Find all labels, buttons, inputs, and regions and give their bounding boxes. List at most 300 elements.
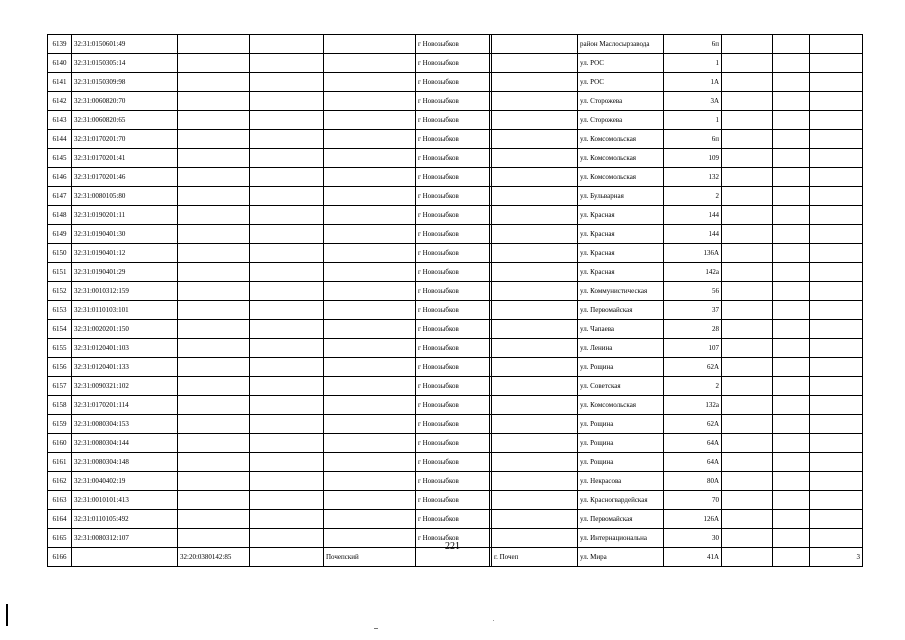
empty-cell	[250, 92, 324, 111]
city-cell: г Новозыбков	[416, 35, 490, 54]
city-cell: г Новозыбков	[416, 415, 490, 434]
cadastral-number-cell: 32:31:0080105:80	[72, 187, 178, 206]
cadastral-number-cell: 32:31:0060820:70	[72, 92, 178, 111]
city-cell: г Новозыбков	[416, 358, 490, 377]
count-cell	[810, 472, 863, 491]
street-cell: ул. РОС	[578, 73, 664, 92]
district-cell	[324, 73, 416, 92]
count-cell	[810, 263, 863, 282]
street-cell: ул. РОС	[578, 54, 664, 73]
count-cell	[810, 206, 863, 225]
empty-cell	[250, 491, 324, 510]
row-number-cell: 6156	[48, 358, 72, 377]
district-cell	[324, 111, 416, 130]
district-cell	[324, 35, 416, 54]
table-row	[48, 510, 863, 529]
row-number-cell: 6143	[48, 111, 72, 130]
cadastral-number-alt-cell	[178, 434, 250, 453]
empty-cell	[773, 434, 810, 453]
row-number-cell: 6147	[48, 187, 72, 206]
cadastral-number-cell: 32:31:0150309:98	[72, 73, 178, 92]
city-cell: г Новозыбков	[416, 149, 490, 168]
cadastral-number-cell: 32:31:0120401:133	[72, 358, 178, 377]
city-cell: г Новозыбков	[416, 206, 490, 225]
cadastral-number-alt-cell	[178, 396, 250, 415]
cadastral-number-cell: 32:31:0080304:153	[72, 415, 178, 434]
count-cell	[810, 434, 863, 453]
scan-speck	[374, 628, 378, 629]
row-number-cell: 6139	[48, 35, 72, 54]
district-cell	[324, 54, 416, 73]
cadastral-number-cell: 32:31:0170201:114	[72, 396, 178, 415]
row-number-cell: 6146	[48, 168, 72, 187]
cadastral-number-cell: 32:31:0060820:65	[72, 111, 178, 130]
street-cell: ул. Некрасова	[578, 472, 664, 491]
district-cell	[324, 339, 416, 358]
table-row	[48, 301, 863, 320]
empty-cell	[722, 149, 773, 168]
locality-cell	[492, 434, 578, 453]
locality-cell	[492, 301, 578, 320]
empty-cell	[250, 149, 324, 168]
locality-cell	[492, 92, 578, 111]
empty-cell	[773, 168, 810, 187]
count-cell	[810, 244, 863, 263]
empty-cell	[250, 415, 324, 434]
locality-cell	[492, 339, 578, 358]
cadastral-number-cell: 32:31:0190201:11	[72, 206, 178, 225]
table-row	[48, 73, 863, 92]
district-cell	[324, 510, 416, 529]
city-cell: г Новозыбков	[416, 263, 490, 282]
row-number-cell: 6164	[48, 510, 72, 529]
count-cell: 3	[810, 548, 863, 567]
empty-cell	[773, 35, 810, 54]
city-cell: г Новозыбков	[416, 73, 490, 92]
row-number-cell: 6151	[48, 263, 72, 282]
cadastral-number-cell: 32:31:0080304:144	[72, 434, 178, 453]
count-cell	[810, 358, 863, 377]
row-number-cell: 6163	[48, 491, 72, 510]
table-row	[48, 491, 863, 510]
locality-cell	[492, 73, 578, 92]
house-number-cell: 126А	[664, 510, 722, 529]
table-row	[48, 396, 863, 415]
empty-cell	[722, 339, 773, 358]
cadastral-number-alt-cell	[178, 510, 250, 529]
street-cell: ул. Коммунистическая	[578, 282, 664, 301]
locality-cell	[492, 168, 578, 187]
cadastral-number-alt-cell	[178, 453, 250, 472]
cadastral-number-alt-cell	[178, 491, 250, 510]
house-number-cell: 132	[664, 168, 722, 187]
address-table	[47, 34, 863, 567]
count-cell	[810, 54, 863, 73]
table-row	[48, 358, 863, 377]
row-number-cell: 6160	[48, 434, 72, 453]
empty-cell	[250, 225, 324, 244]
district-cell	[324, 282, 416, 301]
house-number-cell: 62А	[664, 358, 722, 377]
street-cell: ул. Красногвардейская	[578, 491, 664, 510]
street-cell: ул. Первомайская	[578, 301, 664, 320]
empty-cell	[773, 225, 810, 244]
house-number-cell: 6п	[664, 130, 722, 149]
table-row	[48, 377, 863, 396]
empty-cell	[250, 206, 324, 225]
empty-cell	[773, 54, 810, 73]
street-cell: ул. Интернациональна	[578, 529, 664, 548]
locality-cell	[492, 472, 578, 491]
cadastral-number-cell: 32:31:0170201:46	[72, 168, 178, 187]
empty-cell	[250, 453, 324, 472]
city-cell: г Новозыбков	[416, 168, 490, 187]
cadastral-number-alt-cell	[178, 187, 250, 206]
locality-cell	[492, 35, 578, 54]
house-number-cell: 3А	[664, 92, 722, 111]
row-number-cell: 6155	[48, 339, 72, 358]
row-number-cell: 6149	[48, 225, 72, 244]
empty-cell	[250, 396, 324, 415]
row-number-cell: 6145	[48, 149, 72, 168]
row-number-cell: 6157	[48, 377, 72, 396]
scan-edge-mark	[6, 604, 8, 626]
street-cell: ул. Комсомольская	[578, 396, 664, 415]
street-cell: ул. Красная	[578, 244, 664, 263]
locality-cell	[492, 187, 578, 206]
city-cell: г Новозыбков	[416, 529, 490, 548]
street-cell: ул. Красная	[578, 225, 664, 244]
empty-cell	[722, 187, 773, 206]
district-cell	[324, 301, 416, 320]
table-row	[48, 187, 863, 206]
table-row	[48, 35, 863, 54]
empty-cell	[722, 130, 773, 149]
count-cell	[810, 339, 863, 358]
row-number-cell: 6144	[48, 130, 72, 149]
count-cell	[810, 491, 863, 510]
cadastral-number-cell: 32:31:0010312:159	[72, 282, 178, 301]
empty-cell	[250, 282, 324, 301]
cadastral-number-alt-cell	[178, 415, 250, 434]
house-number-cell: 136А	[664, 244, 722, 263]
locality-cell	[492, 415, 578, 434]
empty-cell	[250, 130, 324, 149]
row-number-cell: 6142	[48, 92, 72, 111]
empty-cell	[250, 111, 324, 130]
row-number-cell: 6140	[48, 54, 72, 73]
table-row	[48, 244, 863, 263]
count-cell	[810, 187, 863, 206]
cadastral-number-cell: 32:31:0170201:70	[72, 130, 178, 149]
empty-cell	[250, 187, 324, 206]
empty-cell	[250, 54, 324, 73]
cadastral-number-cell: 32:31:0110103:101	[72, 301, 178, 320]
empty-cell	[722, 415, 773, 434]
cadastral-number-alt-cell	[178, 320, 250, 339]
cadastral-number-alt-cell	[178, 73, 250, 92]
cadastral-number-cell: 32:31:0080312:107	[72, 529, 178, 548]
city-cell: г Новозыбков	[416, 491, 490, 510]
empty-cell	[250, 358, 324, 377]
empty-cell	[722, 472, 773, 491]
locality-cell	[492, 149, 578, 168]
locality-cell: г. Почеп	[492, 548, 578, 567]
house-number-cell: 1	[664, 111, 722, 130]
district-cell	[324, 377, 416, 396]
empty-cell	[722, 263, 773, 282]
empty-cell	[722, 244, 773, 263]
empty-cell	[250, 434, 324, 453]
cadastral-number-alt-cell	[178, 206, 250, 225]
city-cell: г Новозыбков	[416, 130, 490, 149]
house-number-cell: 62А	[664, 415, 722, 434]
cadastral-number-cell: 32:31:0120401:103	[72, 339, 178, 358]
cadastral-number-alt-cell	[178, 263, 250, 282]
table-row	[48, 434, 863, 453]
district-cell: Почепский	[324, 548, 416, 567]
table-row	[48, 149, 863, 168]
house-number-cell: 2	[664, 377, 722, 396]
cadastral-number-alt-cell	[178, 377, 250, 396]
row-number-cell: 6166	[48, 548, 72, 567]
city-cell: г Новозыбков	[416, 301, 490, 320]
empty-cell	[722, 358, 773, 377]
cadastral-number-cell: 32:31:0190401:30	[72, 225, 178, 244]
row-number-cell: 6161	[48, 453, 72, 472]
empty-cell	[722, 377, 773, 396]
empty-cell	[773, 339, 810, 358]
locality-cell	[492, 206, 578, 225]
house-number-cell: 64А	[664, 434, 722, 453]
empty-cell	[773, 510, 810, 529]
empty-cell	[773, 396, 810, 415]
street-cell: ул. Комсомольская	[578, 168, 664, 187]
cadastral-number-alt-cell	[178, 358, 250, 377]
empty-cell	[722, 491, 773, 510]
locality-cell	[492, 320, 578, 339]
row-number-cell: 6154	[48, 320, 72, 339]
locality-cell	[492, 510, 578, 529]
table-row	[48, 453, 863, 472]
row-number-cell: 6150	[48, 244, 72, 263]
count-cell	[810, 320, 863, 339]
empty-cell	[773, 73, 810, 92]
count-cell	[810, 225, 863, 244]
locality-cell	[492, 111, 578, 130]
cadastral-number-cell: 32:31:0040402:19	[72, 472, 178, 491]
empty-cell	[722, 396, 773, 415]
house-number-cell: 144	[664, 225, 722, 244]
table-row	[48, 339, 863, 358]
table-row	[48, 206, 863, 225]
locality-cell	[492, 453, 578, 472]
house-number-cell: 37	[664, 301, 722, 320]
table-row	[48, 415, 863, 434]
city-cell: г Новозыбков	[416, 453, 490, 472]
street-cell: ул. Ленина	[578, 339, 664, 358]
city-cell: г Новозыбков	[416, 320, 490, 339]
locality-cell	[492, 282, 578, 301]
empty-cell	[250, 168, 324, 187]
district-cell	[324, 434, 416, 453]
street-cell: район Маслосырзавода	[578, 35, 664, 54]
house-number-cell: 144	[664, 206, 722, 225]
cadastral-number-alt-cell	[178, 301, 250, 320]
empty-cell	[250, 377, 324, 396]
city-cell: г Новозыбков	[416, 434, 490, 453]
locality-cell	[492, 377, 578, 396]
district-cell	[324, 187, 416, 206]
cadastral-number-alt-cell	[178, 92, 250, 111]
row-number-cell: 6158	[48, 396, 72, 415]
empty-cell	[250, 510, 324, 529]
cadastral-number-cell: 32:31:0010101:413	[72, 491, 178, 510]
district-cell	[324, 453, 416, 472]
empty-cell	[722, 301, 773, 320]
row-number-cell: 6148	[48, 206, 72, 225]
count-cell	[810, 149, 863, 168]
district-cell	[324, 415, 416, 434]
cadastral-number-alt-cell: 32:20:0380142:85	[178, 548, 250, 567]
empty-cell	[773, 377, 810, 396]
street-cell: ул. Чапаева	[578, 320, 664, 339]
street-cell: ул. Сторожева	[578, 92, 664, 111]
cadastral-number-alt-cell	[178, 149, 250, 168]
house-number-cell: 70	[664, 491, 722, 510]
count-cell	[810, 301, 863, 320]
empty-cell	[722, 320, 773, 339]
city-cell: г Новозыбков	[416, 510, 490, 529]
empty-cell	[773, 130, 810, 149]
count-cell	[810, 92, 863, 111]
empty-cell	[722, 35, 773, 54]
count-cell	[810, 35, 863, 54]
empty-cell	[250, 73, 324, 92]
count-cell	[810, 377, 863, 396]
locality-cell	[492, 130, 578, 149]
house-number-cell: 109	[664, 149, 722, 168]
cadastral-number-alt-cell	[178, 244, 250, 263]
district-cell	[324, 92, 416, 111]
cadastral-number-cell: 32:31:0190401:12	[72, 244, 178, 263]
locality-cell	[492, 358, 578, 377]
document-sheet	[47, 34, 862, 567]
empty-cell	[773, 92, 810, 111]
table-row	[48, 263, 863, 282]
table-row	[48, 472, 863, 491]
city-cell: г Новозыбков	[416, 472, 490, 491]
cadastral-number-cell: 32:31:0080304:148	[72, 453, 178, 472]
empty-cell	[722, 282, 773, 301]
house-number-cell: 2	[664, 187, 722, 206]
district-cell	[324, 263, 416, 282]
house-number-cell: 56	[664, 282, 722, 301]
table-row	[48, 92, 863, 111]
city-cell: г Новозыбков	[416, 187, 490, 206]
district-cell	[324, 225, 416, 244]
empty-cell	[773, 282, 810, 301]
count-cell	[810, 130, 863, 149]
empty-cell	[722, 73, 773, 92]
cadastral-number-cell: 32:31:0110105:492	[72, 510, 178, 529]
house-number-cell: 1А	[664, 73, 722, 92]
count-cell	[810, 282, 863, 301]
empty-cell	[773, 358, 810, 377]
locality-cell	[492, 263, 578, 282]
house-number-cell: 28	[664, 320, 722, 339]
street-cell: ул. Рощина	[578, 434, 664, 453]
empty-cell	[250, 320, 324, 339]
cadastral-number-cell: 32:31:0190401:29	[72, 263, 178, 282]
locality-cell	[492, 225, 578, 244]
district-cell	[324, 130, 416, 149]
house-number-cell: 142а	[664, 263, 722, 282]
cadastral-number-alt-cell	[178, 130, 250, 149]
row-number-cell: 6162	[48, 472, 72, 491]
empty-cell	[250, 339, 324, 358]
city-cell: г Новозыбков	[416, 377, 490, 396]
count-cell	[810, 415, 863, 434]
empty-cell	[773, 453, 810, 472]
row-number-cell: 6141	[48, 73, 72, 92]
street-cell: ул. Красная	[578, 206, 664, 225]
empty-cell	[722, 510, 773, 529]
house-number-cell: 6п	[664, 35, 722, 54]
district-cell	[324, 358, 416, 377]
table-row	[48, 130, 863, 149]
table-row	[48, 54, 863, 73]
empty-cell	[773, 491, 810, 510]
locality-cell	[492, 244, 578, 263]
empty-cell	[773, 263, 810, 282]
count-cell	[810, 453, 863, 472]
locality-cell	[492, 54, 578, 73]
district-cell	[324, 320, 416, 339]
street-cell: ул. Комсомольская	[578, 130, 664, 149]
street-cell: ул. Советская	[578, 377, 664, 396]
count-cell	[810, 111, 863, 130]
table-row	[48, 282, 863, 301]
city-cell: г Новозыбков	[416, 244, 490, 263]
city-cell: г Новозыбков	[416, 54, 490, 73]
city-cell: г Новозыбков	[416, 396, 490, 415]
city-cell: г Новозыбков	[416, 111, 490, 130]
empty-cell	[773, 187, 810, 206]
empty-cell	[722, 168, 773, 187]
locality-cell	[492, 396, 578, 415]
city-cell: г Новозыбков	[416, 282, 490, 301]
street-cell: ул. Комсомольская	[578, 149, 664, 168]
house-number-cell: 41А	[664, 548, 722, 567]
house-number-cell: 30	[664, 529, 722, 548]
cadastral-number-cell: 32:31:0150601:49	[72, 35, 178, 54]
house-number-cell: 80А	[664, 472, 722, 491]
city-cell: г Новозыбков	[416, 339, 490, 358]
count-cell	[810, 510, 863, 529]
count-cell	[810, 396, 863, 415]
empty-cell	[773, 149, 810, 168]
empty-cell	[773, 206, 810, 225]
empty-cell	[722, 206, 773, 225]
empty-cell	[722, 225, 773, 244]
cadastral-number-alt-cell	[178, 282, 250, 301]
district-cell	[324, 396, 416, 415]
cadastral-number-cell: 32:31:0150305:14	[72, 54, 178, 73]
district-cell	[324, 491, 416, 510]
district-cell	[324, 168, 416, 187]
row-number-cell: 6165	[48, 529, 72, 548]
